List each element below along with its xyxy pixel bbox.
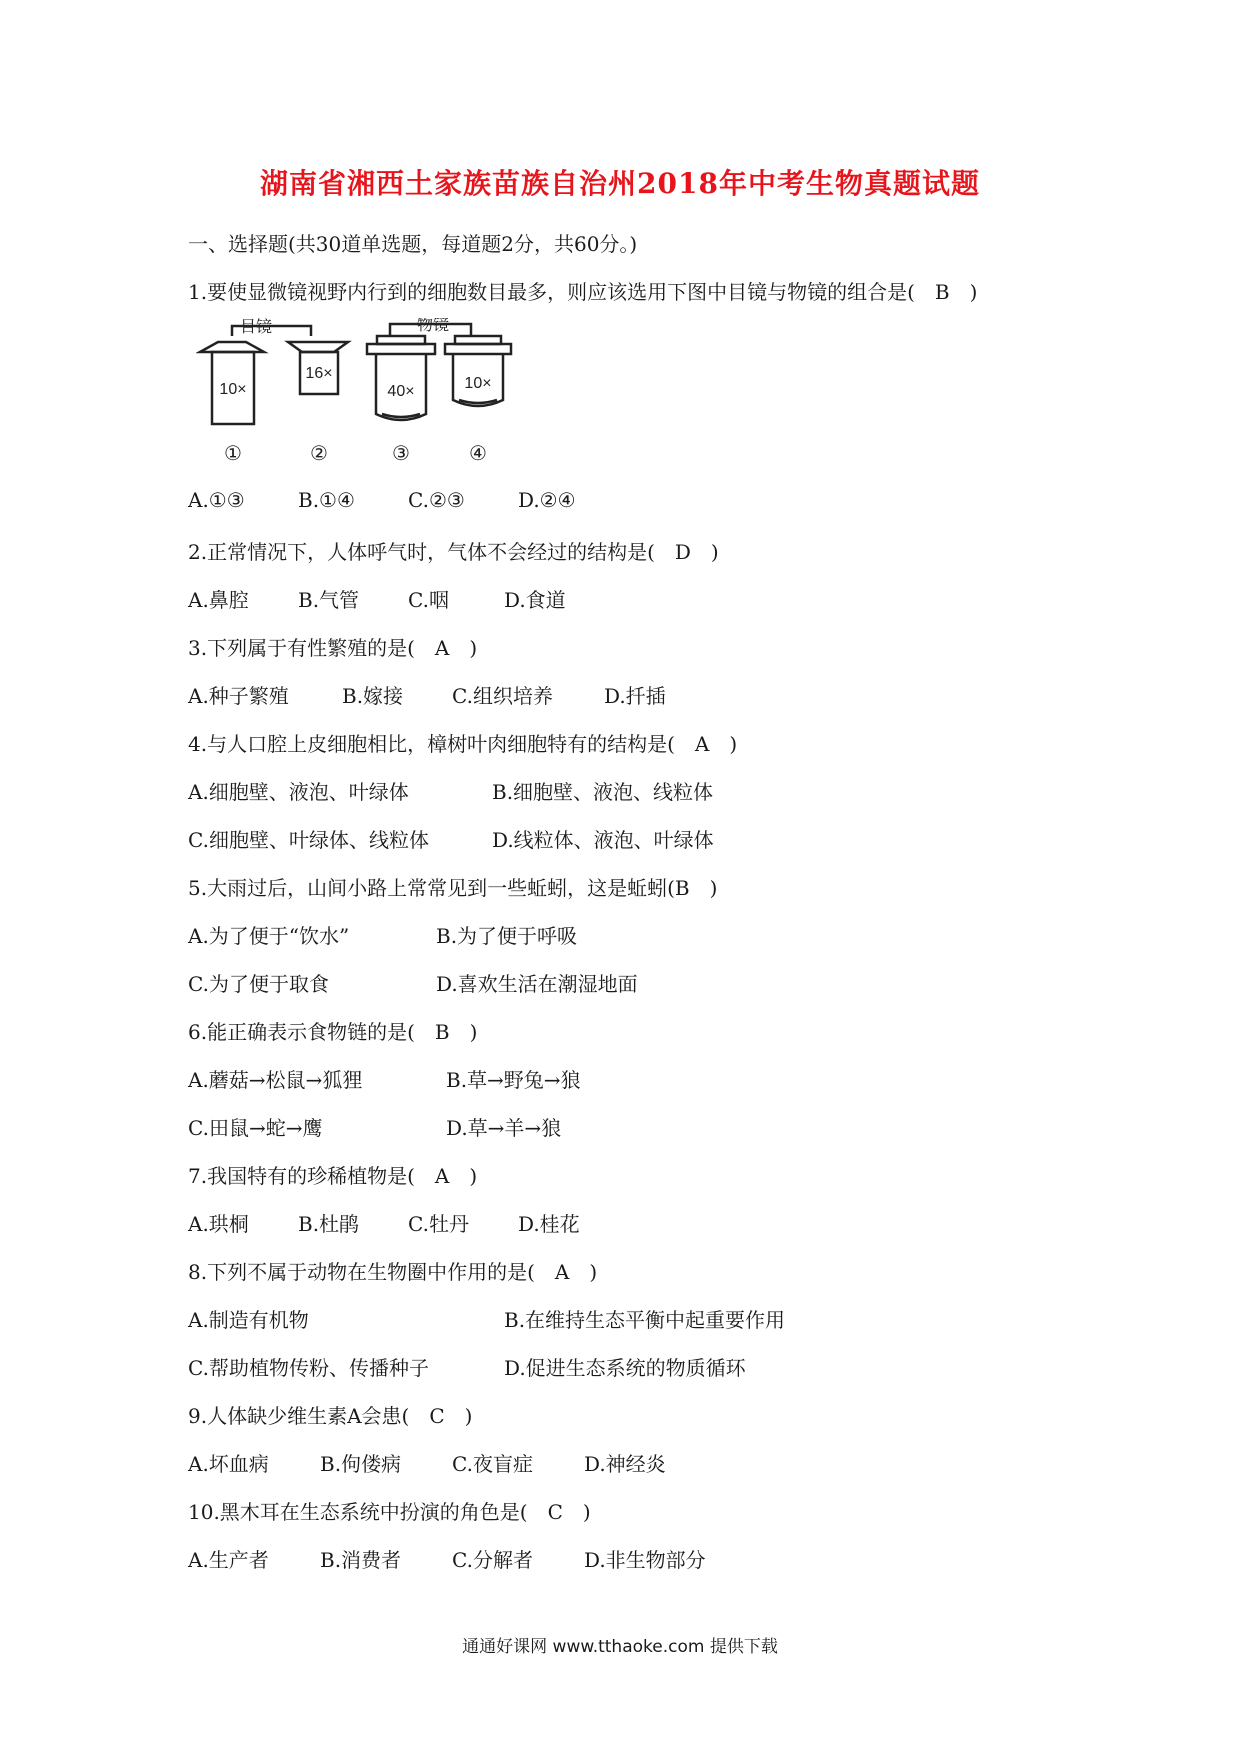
objective-label: 物镜 [416,318,450,334]
option-d: D.喜欢生活在潮湿地面 [436,972,638,996]
option-c: C.咽 [408,588,449,612]
lens-1-number: ① [224,441,242,465]
option-c: C.分解者 [452,1548,533,1572]
option-d: D.线粒体、液泡、叶绿体 [492,828,714,852]
option-b: B.草→野兔→狼 [446,1068,581,1092]
microscope-lens-figure [196,318,516,468]
option-d: D.草→羊→狼 [446,1116,562,1140]
option-a: A.珙桐 [188,1212,249,1236]
option-a: A.为了便于“饮水” [188,924,350,948]
option-b: B.消费者 [320,1548,402,1572]
option-d: D.非生物部分 [584,1548,706,1572]
lens-4-number: ④ [469,441,487,465]
option-a: A.细胞壁、液泡、叶绿体 [188,780,409,804]
option-a: A.鼻腔 [188,588,249,612]
option-c: C.牡丹 [408,1212,469,1236]
option-a: A.坏血病 [188,1452,269,1476]
lens-2-number: ② [310,441,328,465]
lens-3-number: ③ [392,441,410,465]
question-6-stem: 6.能正确表示食物链的是( B ) [188,1020,478,1044]
option-b: B.佝偻病 [320,1452,402,1476]
option-c: C.细胞壁、叶绿体、线粒体 [188,828,429,852]
option-c: C.②③ [408,488,465,512]
option-a: A.①③ [188,488,245,512]
question-4-stem: 4.与人口腔上皮细胞相比，樟树叶肉细胞特有的结构是( A ) [188,732,738,756]
question-7-stem: 7.我国特有的珍稀植物是( A ) [188,1164,478,1188]
page-title: 湖南省湘西土家族苗族自治州2018年中考生物真题试题 [260,167,980,200]
question-5-stem: 5.大雨过后，山间小路上常常见到一些蚯蚓，这是蚯蚓(B ) [188,876,718,900]
option-d: D.扦插 [604,684,666,708]
option-b: B.细胞壁、液泡、线粒体 [492,780,714,804]
lens-4-mark: 10× [464,375,492,392]
option-c: C.为了便于取食 [188,972,329,996]
option-b: B.①④ [298,488,355,512]
lens-1-mark: 10× [219,381,247,398]
option-d: D.神经炎 [584,1452,666,1476]
option-a: A.蘑菇→松鼠→狐狸 [188,1068,363,1092]
option-c: C.组织培养 [452,684,553,708]
option-d: D.促进生态系统的物质循环 [504,1356,746,1380]
option-c: C.帮助植物传粉、传播种子 [188,1356,429,1380]
option-b: B.杜鹃 [298,1212,360,1236]
question-1-stem: 1.要使显微镜视野内行到的细胞数目最多，则应该选用下图中目镜与物镜的组合是( B ) [188,280,978,304]
lens-3-mark: 40× [387,383,415,400]
option-d: D.②④ [518,488,576,512]
option-c: C.田鼠→蛇→鹰 [188,1116,323,1140]
option-d: D.桂花 [518,1212,580,1236]
option-a: A.种子繁殖 [188,684,289,708]
option-b: B.嫁接 [342,684,404,708]
option-b: B.在维持生态平衡中起重要作用 [504,1308,786,1332]
option-a: A.生产者 [188,1548,269,1572]
option-a: A.制造有机物 [188,1308,309,1332]
page-footer: 通通好课网 www.tthaoke.com 提供下载 [462,1637,778,1657]
question-10-stem: 10.黑木耳在生态系统中扮演的角色是( C ) [188,1500,591,1524]
question-9-stem: 9.人体缺少维生素A会患( C ) [188,1404,473,1428]
option-d: D.食道 [504,588,566,612]
section-heading: 一、选择题(共30道单选题，每道题2分，共60分。) [188,232,638,256]
option-b: B.为了便于呼吸 [436,924,578,948]
lens-2-mark: 16× [305,365,333,382]
eyepiece-label: 目镜 [239,319,273,336]
question-8-stem: 8.下列不属于动物在生物圈中作用的是( A ) [188,1260,598,1284]
option-b: B.气管 [298,588,360,612]
question-2-stem: 2.正常情况下，人体呼气时，气体不会经过的结构是( D ) [188,540,719,564]
option-c: C.夜盲症 [452,1452,533,1476]
question-3-stem: 3.下列属于有性繁殖的是( A ) [188,636,478,660]
